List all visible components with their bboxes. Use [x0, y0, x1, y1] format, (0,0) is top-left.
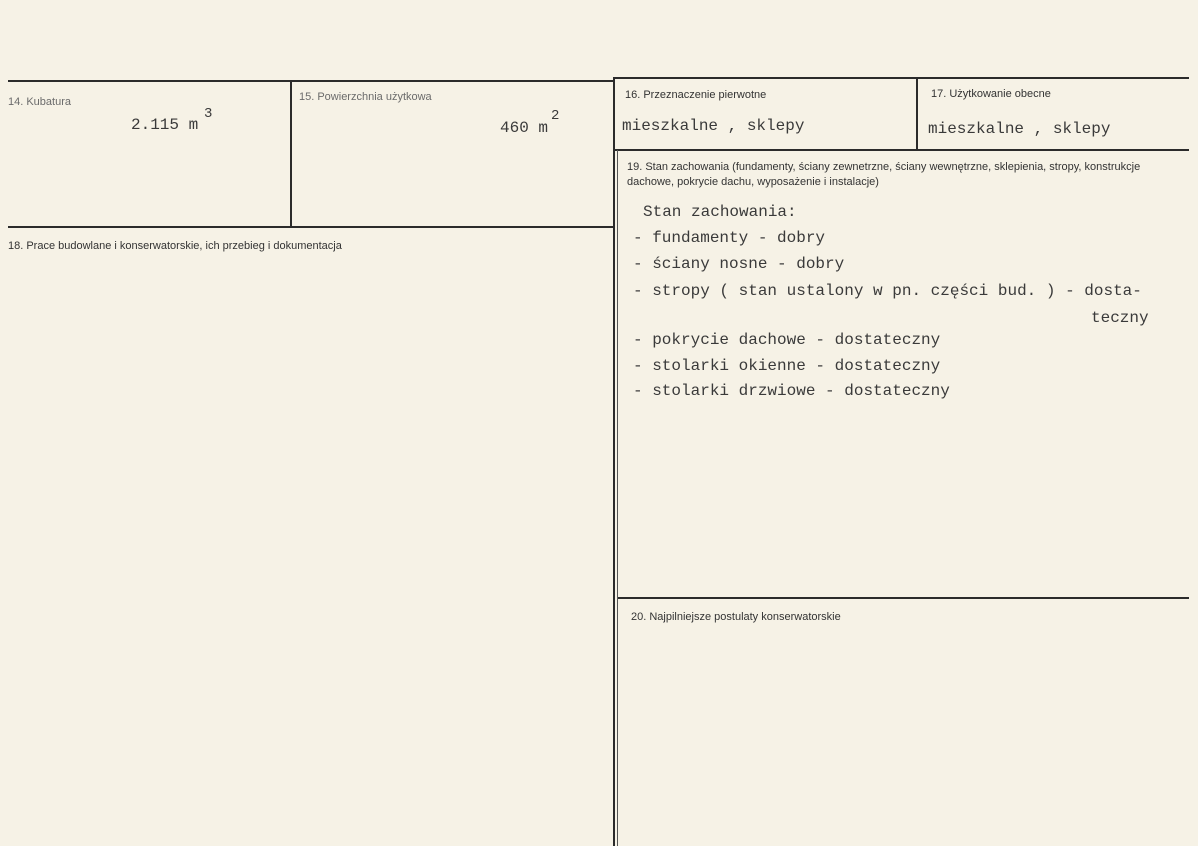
prace-budowlane-label: 18. Prace budowlane i konserwatorskie, ich przebieg i dokumentacja	[8, 240, 342, 252]
kubatura-exponent: 3	[204, 106, 213, 122]
stan-line-drzwiowe: - stolarki drzwiowe - dostateczny	[633, 382, 950, 400]
przeznaczenie-label: 16. Przeznaczenie pierwotne	[625, 89, 767, 101]
postulaty-label: 20. Najpilniejsze postulaty konserwatorskie	[631, 611, 841, 623]
kubatura-label: 14. Kubatura	[8, 96, 71, 108]
powierzchnia-value: 460 m	[500, 119, 549, 137]
stan-line-heading: Stan zachowania:	[643, 203, 797, 221]
powierzchnia-exponent: 2	[551, 108, 560, 124]
przeznaczenie-value: mieszkalne , sklepy	[622, 117, 805, 135]
divider-16-17	[916, 78, 918, 150]
divider-left-right	[613, 78, 615, 846]
rule-below-19	[617, 597, 1189, 599]
stan-line-stropy: - stropy ( stan ustalony w pn. części bud. ) - dosta-	[633, 282, 1142, 300]
stan-line-okienne: - stolarki okienne - dostateczny	[633, 357, 941, 375]
inner-left-rule	[617, 150, 618, 846]
top-rule-left	[8, 80, 613, 82]
stan-line-fundamenty: - fundamenty - dobry	[633, 229, 826, 247]
kubatura-value: 2.115 m	[131, 116, 199, 134]
stan-line-stropy-cont: teczny	[1091, 309, 1149, 327]
stan-line-sciany: - ściany nosne - dobry	[633, 255, 845, 273]
divider-14-15	[290, 81, 292, 226]
uzytkowanie-label: 17. Użytkowanie obecne	[931, 88, 1051, 100]
stan-line-pokrycie: - pokrycie dachowe - dostateczny	[633, 331, 941, 349]
rule-below-14-15	[8, 226, 613, 228]
rule-below-16-17	[613, 149, 1189, 151]
stan-zachowania-label: 19. Stan zachowania (fundamenty, ściany zewnetrzne, ściany wewnętrzne, sklepienia, stropy, konstrukcje dachowe, pokrycie dachu, wyposażenie i instalacje)	[627, 161, 1141, 188]
top-rule-right	[613, 77, 1189, 79]
uzytkowanie-value: mieszkalne , sklepy	[928, 120, 1111, 138]
powierzchnia-label: 15. Powierzchnia użytkowa	[299, 91, 432, 103]
